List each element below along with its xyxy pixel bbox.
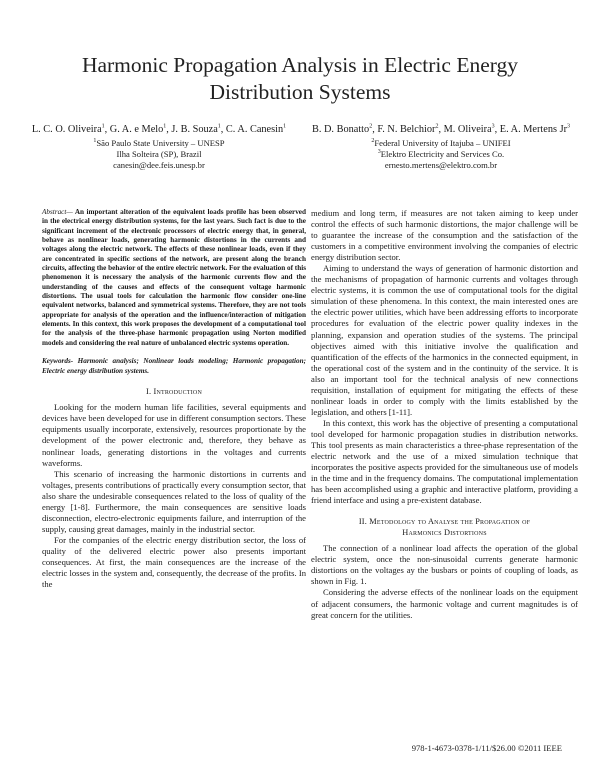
paragraph: medium and long term, if measures are not taken aiming to keep under control the effects of such harmonic distortions, the major challenge will be to guarantee the increase of the consumption and the satisfaction of the customers in a competitive environment involving the companies of electric energy distribution sector. [311,208,578,263]
paragraph: This scenario of increasing the harmonic distortions in currents and voltages, presents contributions of practically every consumption sector, that also share the undesirable consequences related to the loss of quality of the energy [1-8]. Furthermore, the main consequences are sensitive loads disconnection, electro-electronic equipments failure, and interruption of the supply, causing great damages, mainly in the industrial sector. [42,468,306,534]
paragraph: In this context, this work has the objective of presenting a computational tool developed for harmonic propagation studies in distribution networks. This tool presents as main characteristics a three-phase representation of the electric network and the use of a mixed simulation technique that incorporates the positive aspects provided for the simultaneous use of models in the time and in the frequency domains. The computational implementation has been accomplished using a graphic and interactive platform, providing a friend interface and using a pre-existent database. [311,417,578,506]
abstract-label: Abstract— [42,208,73,216]
paper-title: Harmonic Propagation Analysis in Electric Energy Distribution Systems [81,53,519,104]
abstract [42,208,306,348]
author-names-right: B. D. Bonatto$^2$, F. N. Belchior$^2$, M. Oliveira$^3$, E. A. Mertens Jr$^3$ [311,123,571,135]
author-block-left [24,123,294,171]
keywords: Keywords- Harmonic analysis; Nonlinear loads modeling; Harmonic propagation; Electric energy distribution systems. [42,357,306,375]
paragraph: The connection of a nonlinear load affects the operation of the global electric system, once the non-sinusoidal currents generate harmonic distortions on the voltages ay the busbars or points of coupling of loads, as shown in Fig. 1. [311,543,578,587]
copyright-footer: 978-1-4673-0378-1/11/$26.00 ©2011 IEEE [411,743,562,753]
author-names-left: L. C. O. Oliveira$^1$, G. A. e Melo$^1$, J. B. Souza$^1$, C. A. Canesin$^1$ [31,123,287,135]
author-block-right [306,123,576,171]
abstract-text: An important alteration of the equivalent loads profile has been observed in the electrical energy distribution systems, for the last years. Such fact is due to the significant increment of the electronic processors of electric energy that, in general, behave as nonlinear loads, generating harmonic distortions in the currents and voltages along the electric network. The effects of these nonlinear loads, even if they are concentrated in specific sections of the network, are present along the branch circuits, affecting the behavior of the entire electric network. For the evaluation of this phenomenon it is necessary the analysis of the harmonic currents flow and the understanding of the causes and effects of the consequent voltage harmonic distortions. The usual tools for calculation the harmonic flow consider one-line equivalent networks, balanced and symmetrical systems. Therefore, they are not tools appropriate for analysis of the operation and the influence/interaction of mitigation elements. In this context, this work proposes the development of a computational tool for the analysis of the three-phase harmonic propagation using Norton modified models and considering the real nature of unbalanced electric systems operation. [42,208,306,347]
paragraph: Considering the adverse effects of the nonlinear loads on the equipment of adjacent consumers, the harmonic voltage and current magnitudes is of great concern for the utilities. [311,587,578,620]
column-right [311,208,578,621]
paragraph: For the companies of the electric energy distribution sector, the loss of quality of the delivered electric power also presents important consequences. At first, the main consequences are the increase of the electric losses in the system and, consequently, the decrease of the profits. In the [42,534,306,590]
section-heading-methodology: II. Metodology to Analyse the Propagation of Harmonics Distortions [358,517,531,537]
paragraph: Looking for the modern human life facilities, several equipments and devices have been developed for use in different consumption sectors. These equipments usually incorporate, extensively, resources proportionate by the development of the power electronic and, therefore, they behave as nonlinear loads, generating distortions in the voltages and currents waveforms. [42,402,306,468]
affiliation-left: $^1$São Paulo State University – UNESP Ilha Solteira (SP), Brazil canesin@dee.feis.unesp.br [93,138,225,170]
paragraph: Aiming to understand the ways of generation of harmonic distortion and the mechanisms of propagation of harmonic currents and voltages through electric systems, it is common the use of computational tools for the digital simulation of these phenomena. In this context, the main interested ones are the electric power utilities, which have been addressing efforts to incorporate procedures for evaluation of the electric power quality indexes in the planning, expansion and operation studies of the systems. The principal objectives aimed with this initiative involve the qualification and quantification of the effects of the harmonics in the connected equipment, in the operational cost of the system and in the continuity of the service. It is also an important tool for the technical analysis of new connections requisition, installation of equipment for mitigating the effects of these nonlinear loads in order to comply with the limits established by the legislation, and others [1-11]. [311,263,578,417]
affiliation-right: $^2$Federal University of Itajuba – UNIFEI $^3$Elektro Electricity and Services Co. ernesto.mertens@elektro.com.br [371,138,511,170]
section-heading-introduction: I. Introduction [145,386,202,396]
column-left [42,208,306,590]
